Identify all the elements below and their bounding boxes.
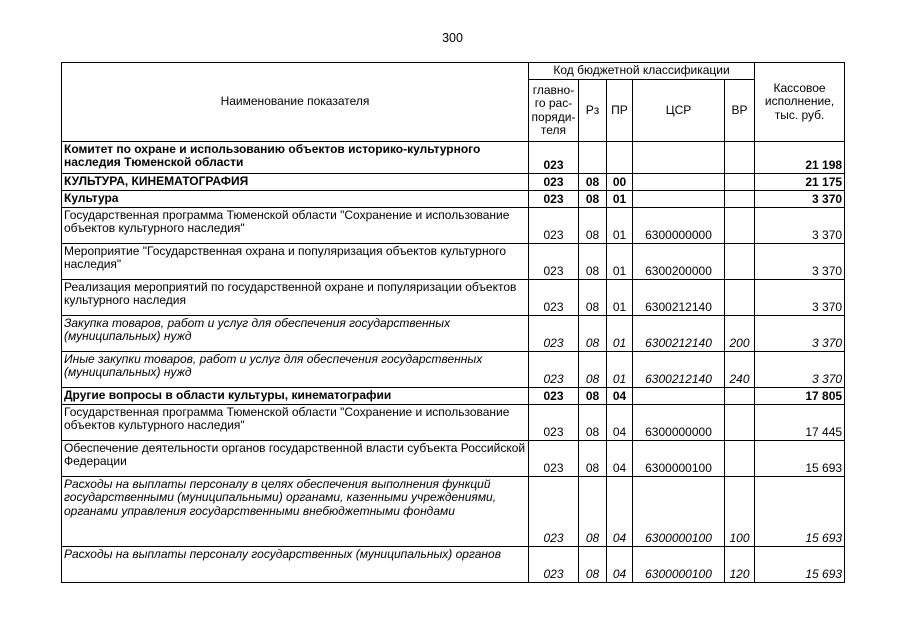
- cell-pr: [607, 142, 633, 174]
- cell-rz: 08: [579, 405, 607, 441]
- cell-sum: 21 198: [755, 142, 845, 174]
- cell-name: Обеспечение деятельности органов государственной власти субъекта Российской Федерации: [62, 441, 529, 477]
- cell-rz: 08: [579, 547, 607, 583]
- cell-pr: 04: [607, 477, 633, 547]
- cell-gr: 023: [529, 388, 579, 405]
- cell-sum: 17 805: [755, 388, 845, 405]
- cell-name: Реализация мероприятий по государственной охране и популяризации объектов культурного наследия: [62, 280, 529, 316]
- table-row: [62, 142, 845, 174]
- cell-rz: 08: [579, 441, 607, 477]
- cell-name: Государственная программа Тюменской области "Сохранение и использование объектов культурного наследия": [62, 405, 529, 441]
- cell-pr: 04: [607, 405, 633, 441]
- cell-name: Расходы на выплаты персоналу государственных (муниципальных) органов: [62, 547, 529, 583]
- cell-sum: 21 175: [755, 174, 845, 191]
- header-code-group: Код бюджетной классификации: [529, 63, 755, 80]
- cell-gr: 023: [529, 208, 579, 244]
- cell-pr: 01: [607, 208, 633, 244]
- cell-gr: 023: [529, 547, 579, 583]
- cell-vr: [725, 208, 755, 244]
- cell-name: Иные закупки товаров, работ и услуг для обеспечения государственных (муниципальных) нужд: [62, 352, 529, 388]
- cell-gr: 023: [529, 191, 579, 208]
- header-name: Наименование показателя: [62, 63, 529, 142]
- cell-sum: 3 370: [755, 191, 845, 208]
- table-row: [62, 280, 845, 316]
- table-row: [62, 174, 845, 191]
- cell-pr: 04: [607, 388, 633, 405]
- cell-csr: 6300212140: [633, 280, 725, 316]
- header-rz: Рз: [579, 80, 607, 142]
- cell-name: КУЛЬТУРА, КИНЕМАТОГРАФИЯ: [62, 174, 529, 191]
- cell-vr: [725, 405, 755, 441]
- cell-pr: 01: [607, 191, 633, 208]
- cell-csr: 6300000100: [633, 547, 725, 583]
- cell-vr: 200: [725, 316, 755, 352]
- cell-csr: [633, 174, 725, 191]
- cell-rz: 08: [579, 244, 607, 280]
- header-gr: главно-го рас-поряди-теля: [529, 80, 579, 142]
- header-vr: ВР: [725, 80, 755, 142]
- cell-vr: 100: [725, 477, 755, 547]
- cell-name: Расходы на выплаты персоналу в целях обеспечения выполнения функций государственными (муниципальными) органами, казенными учреждениями, органами управления государственными внебюджетными фондами: [62, 477, 529, 547]
- cell-rz: 08: [579, 191, 607, 208]
- cell-rz: 08: [579, 352, 607, 388]
- cell-csr: [633, 142, 725, 174]
- cell-csr: 6300000100: [633, 477, 725, 547]
- cell-gr: 023: [529, 244, 579, 280]
- budget-table: [61, 62, 845, 583]
- cell-csr: 6300000100: [633, 441, 725, 477]
- cell-vr: 240: [725, 352, 755, 388]
- cell-pr: 04: [607, 547, 633, 583]
- cell-pr: 01: [607, 352, 633, 388]
- cell-name: Культура: [62, 191, 529, 208]
- cell-rz: 08: [579, 477, 607, 547]
- table-row: [62, 316, 845, 352]
- table-row: [62, 352, 845, 388]
- cell-csr: 6300212140: [633, 316, 725, 352]
- cell-sum: 15 693: [755, 547, 845, 583]
- cell-sum: 3 370: [755, 316, 845, 352]
- cell-rz: 08: [579, 174, 607, 191]
- header-sum: Кассовое исполнение, тыс. руб.: [755, 63, 845, 142]
- cell-vr: [725, 174, 755, 191]
- page-number: 300: [442, 31, 463, 45]
- cell-pr: 01: [607, 316, 633, 352]
- table-row: [62, 441, 845, 477]
- cell-vr: [725, 191, 755, 208]
- cell-pr: 00: [607, 174, 633, 191]
- table-row: [62, 208, 845, 244]
- cell-vr: 120: [725, 547, 755, 583]
- cell-name: Комитет по охране и использованию объектов историко-культурного наследия Тюменской области: [62, 142, 529, 174]
- cell-sum: 3 370: [755, 280, 845, 316]
- cell-gr: 023: [529, 405, 579, 441]
- cell-rz: 08: [579, 280, 607, 316]
- cell-rz: 08: [579, 208, 607, 244]
- cell-name: Другие вопросы в области культуры, кинематографии: [62, 388, 529, 405]
- table-row: [62, 388, 845, 405]
- table-row: [62, 405, 845, 441]
- cell-gr: 023: [529, 352, 579, 388]
- cell-gr: 023: [529, 174, 579, 191]
- cell-csr: 6300000000: [633, 405, 725, 441]
- cell-pr: 01: [607, 244, 633, 280]
- header-pr: ПР: [607, 80, 633, 142]
- cell-sum: 15 693: [755, 477, 845, 547]
- cell-vr: [725, 388, 755, 405]
- cell-vr: [725, 142, 755, 174]
- cell-pr: 04: [607, 441, 633, 477]
- cell-name: Закупка товаров, работ и услуг для обеспечения государственных (муниципальных) нужд: [62, 316, 529, 352]
- cell-vr: [725, 441, 755, 477]
- cell-rz: 08: [579, 388, 607, 405]
- cell-vr: [725, 244, 755, 280]
- table-row: [62, 547, 845, 583]
- table-row: [62, 244, 845, 280]
- cell-sum: 3 370: [755, 244, 845, 280]
- cell-rz: 08: [579, 316, 607, 352]
- cell-csr: [633, 191, 725, 208]
- header-row: [62, 63, 845, 80]
- cell-name: Мероприятие "Государственная охрана и популяризация объектов культурного наследия": [62, 244, 529, 280]
- cell-sum: 3 370: [755, 208, 845, 244]
- cell-sum: 3 370: [755, 352, 845, 388]
- cell-name: Государственная программа Тюменской области "Сохранение и использование объектов культурного наследия": [62, 208, 529, 244]
- cell-csr: [633, 388, 725, 405]
- table-row: [62, 477, 845, 547]
- cell-gr: 023: [529, 316, 579, 352]
- cell-pr: 01: [607, 280, 633, 316]
- header-csr: ЦСР: [633, 80, 725, 142]
- table-row: [62, 191, 845, 208]
- cell-vr: [725, 280, 755, 316]
- cell-gr: 023: [529, 280, 579, 316]
- cell-gr: 023: [529, 441, 579, 477]
- cell-sum: 17 445: [755, 405, 845, 441]
- cell-rz: [579, 142, 607, 174]
- cell-gr: 023: [529, 477, 579, 547]
- cell-csr: 6300212140: [633, 352, 725, 388]
- cell-sum: 15 693: [755, 441, 845, 477]
- cell-csr: 6300000000: [633, 208, 725, 244]
- table-body: [62, 142, 845, 583]
- cell-csr: 6300200000: [633, 244, 725, 280]
- cell-gr: 023: [529, 142, 579, 174]
